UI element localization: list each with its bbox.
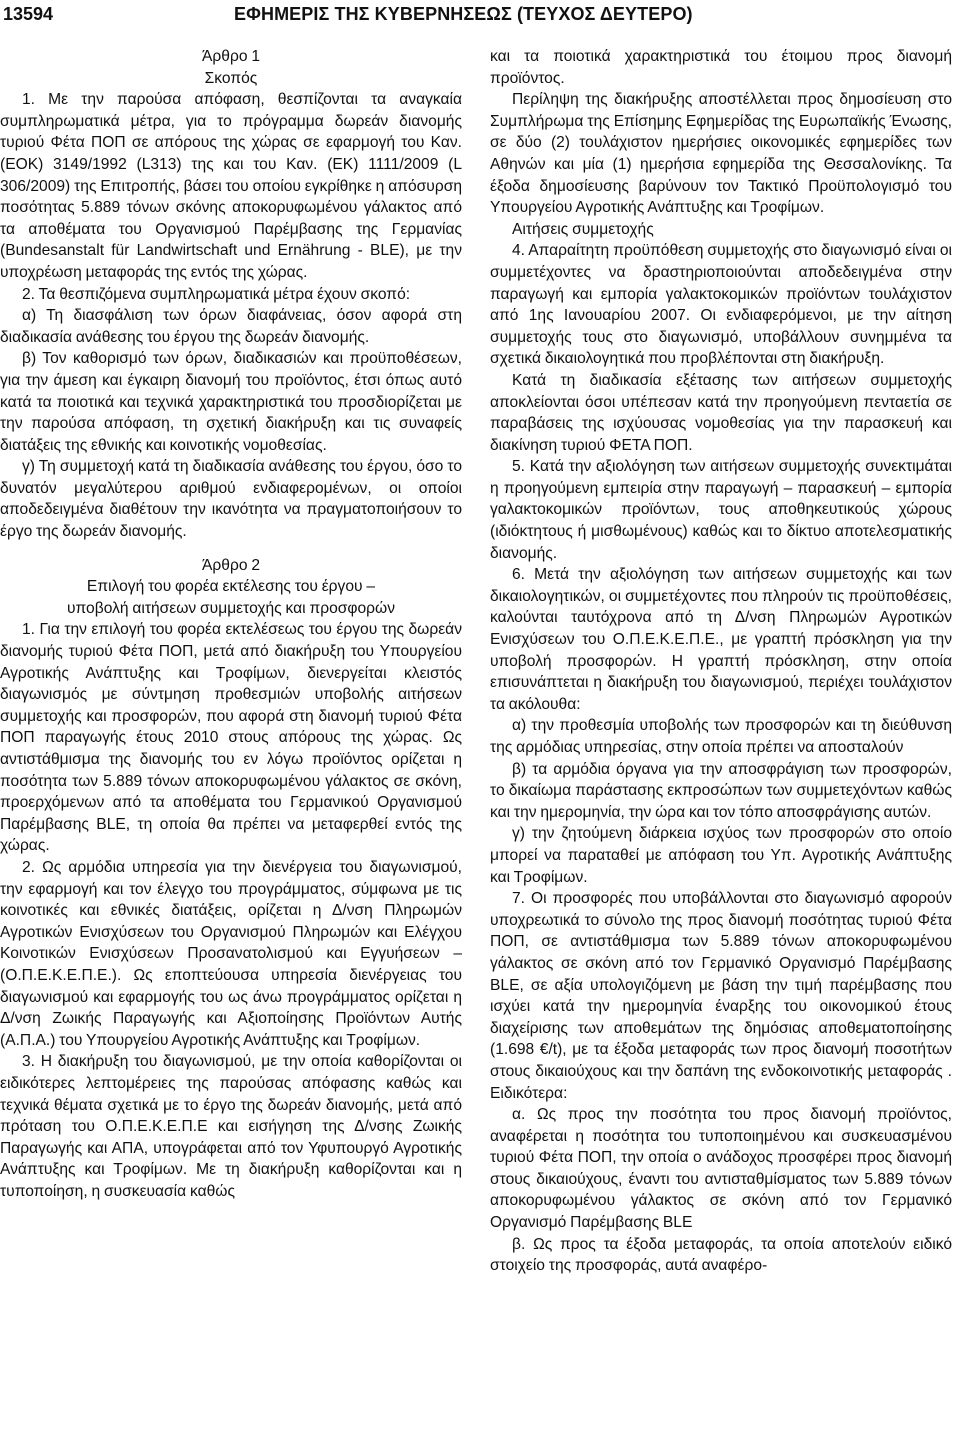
paragraph: γ) Τη συμμετοχή κατά τη διαδικασία ανάθεσης του έργου, όσο το δυνατόν μεγαλύτερου αριθμού ενδιαφερομένων, οι οποίοι αποδεδειγμένα διαθέτουν την ικανότητα να πραγματοποιήσουν το έργο της δωρεάν διανομής. bbox=[0, 458, 462, 541]
paragraph: Κατά τη διαδικασία εξέτασης των αιτήσεων συμμετοχής αποκλείονται όσοι υπέπεσαν κατά την προηγούμενη πενταετία σε παραβάσεις της ισχύουσας νομοθεσίας για την παρασκευή και διακίνηση τυριού ΦΕΤΑ ΠΟΠ. bbox=[490, 371, 952, 454]
paragraph: β) Τον καθορισμό των όρων, διαδικασιών και προϋποθέσεων, για την άμεση και έγκαιρη διανομή του προϊόντος, έτσι όπως αυτό κατά τα ποιοτικά και τεχνικά χαρακτηριστικά του προσδιορίζεται με την παρούσα απόφαση, τη σχετική διακήρυξη και τις συναφείς διατάξεις της εθνικής και κοινοτικής νομοθεσίας. bbox=[0, 350, 462, 454]
section-heading: Άρθρο 1 bbox=[202, 48, 260, 65]
section-heading: Άρθρο 2 bbox=[202, 556, 260, 574]
right-column bbox=[490, 46, 952, 1277]
paragraph: γ) την ζητούμενη διάρκεια ισχύος των προσφορών στο οποίο μπορεί να παραταθεί με απόφαση του Υπ. Αγροτικής Ανάπτυξης και Τροφίμων. bbox=[490, 825, 952, 886]
paragraph: 7. Οι προσφορές που υποβάλλονται στο διαγωνισμό αφορούν υποχρεωτικά το σύνολο της προς διανομή ποσότητας τυριού Φέτα ΠΟΠ, σε αντιστάθμισμα των 5.889 τόνων αποκορυφωμένου γάλακτος σε σκόνη από τον Γερμανικό Οργανισμό Παρέμβασης BLE, σε αξία υπολογιζόμενη με βάση την τιμή παρέμβασης που ισχύει κατά την ημερομηνία έναρξης του οικονομικού έτους διαχείρισης των αποθεμάτων της δημόσιας αποθεματοποίησης (1.698 €/t), με τα έξοδα μεταφοράς των προς διανομή ποσοτήτων στους δικαιούχους και την δαπάνη της ενδοκοινοτικής μεταφοράς . Ειδικότερα: bbox=[490, 890, 952, 1102]
section-heading: Επιλογή του φορέα εκτέλεσης του έργου – bbox=[86, 578, 376, 596]
page-header bbox=[0, 0, 960, 40]
paragraph: Περίληψη της διακήρυξης αποστέλλεται προς δημοσίευση στο Συμπλήρωμα της Επίσημης Εφημερίδας της Ευρωπαϊκής Ένωσης, σε δύο (2) τουλάχιστον ημερήσιες οικονομικές εφημερίδες των Αθηνών και μία (1) ημερήσια εφημερίδα της Θεσσαλονίκης. Τα έξοδα δημοσίευσης βαρύνουν τον Τακτικό Προϋπολογισμό του Υπουργείου Αγροτικής Ανάπτυξης και Τροφίμων. bbox=[490, 91, 952, 217]
paragraph: 2. Τα θεσπιζόμενα συμπληρωματικά μέτρα έχουν σκοπό: bbox=[22, 285, 411, 303]
paragraph: και τα ποιοτικά χαρακτηριστικά του έτοιμου προς διανομή προϊόντος. bbox=[490, 48, 952, 87]
section-heading: υποβολή αιτήσεων συμμετοχής και προσφορών bbox=[66, 599, 396, 617]
paragraph: 3. Η διακήρυξη του διαγωνισμού, με την οποία καθορίζονται οι ειδικότερες λεπτομέρειες της παρούσας απόφασης καθώς και τεχνικά θέματα σχετικά με το έργο της δωρεάν διανομής, μετά από πρόταση του Ο.Π.Ε.Κ.Ε.Π.Ε και εισήγηση της Δ/νσης Ζωικής Παραγωγής και ΑΠΑ, υπογράφεται από τον Υφυπουργό Αγροτικής Ανάπτυξης και Τροφίμων. Με τη διακήρυξη καθορίζονται και η τυποποίηση, η συσκευασία καθώς bbox=[0, 1053, 462, 1200]
paragraph: 1. Για την επιλογή του φορέα εκτελέσεως του έργου της δωρεάν διανομής τυριού Φέτα ΠΟΠ, μετά από διακήρυξη του Υπουργείου Αγροτικής Ανάπτυξης και Τροφίμων, διενεργείται κλειστός διαγωνισμός με σύντμηση προθεσμιών υποβολής αιτήσεων συμμετοχής και προσφορών, που αφορά στη διανομή τυριού Φέτα ΠΟΠ παραγωγής έτους 2010 στους απόρους της χώρας. Ως αντιστάθμισμα της διανομής του εν λόγω προϊόντος ορίζεται η ποσότητα των 5.889 τόνων αποκορυφωμένου γάλακτος σε σκόνη, προερχόμενων από τα αποθέματα του Γερμανικού Οργανισμού Παρέμβασης BLE, τη οποία θα πρέπει να μεταφερθεί εντός της χώρας. bbox=[0, 621, 462, 855]
page-number: 13594 bbox=[3, 4, 54, 24]
paragraph: β. Ως προς τα έξοδα μεταφοράς, τα οποία αποτελούν ειδικό στοιχείο της προσφοράς, αυτά αναφέρο- bbox=[490, 1235, 952, 1275]
paragraph: 4. Απαραίτητη προϋπόθεση συμμετοχής στο διαγωνισμό είναι οι συμμετέχοντες να δραστηριοποιούνται αποδεδειγμένα στην παραγωγή και εμπορία γαλακτοκομικών προϊόντων τουλάχιστον από 1ης Ιανουαρίου 2007. Οι ενδιαφερόμενοι, με την αίτηση συμμετοχής τους στο διαγωνισμό, υποβάλλουν συνημμένα τα σχετικά δικαιολογητικά που προβλέπονται στη διακήρυξη. bbox=[490, 242, 952, 368]
paragraph: 1. Με την παρούσα απόφαση, θεσπίζονται τα αναγκαία συμπληρωματικά μέτρα, για το πρόγραμμα δωρεάν διανομής τυριού Φέτα ΠΟΠ σε απόρους της χώρας σε εφαρμογή του Καν. (ΕΟΚ) 3149/1992 (L313) της και του Καν. (ΕΚ) 1111/2009 (L 306/2009) της Επιτροπής, βάσει του οποίου εγκρίθηκε η απόσυρση ποσότητας 5.889 τόνων σκόνης αποκορυφωμένου γάλακτος από τα αποθέματα του Οργανισμού Παρέμβασης της Γερμανίας (Bundesanstalt für Landwirtschaft und Ernährung - BLE), με την υποχρέωση μεταφοράς της εντός της χώρας. bbox=[0, 91, 462, 281]
section-heading: Σκοπός bbox=[204, 69, 258, 87]
paragraph: α. Ως προς την ποσότητα του προς διανομή προϊόντος, αναφέρεται η ποσότητα του τυποποιημένου και συσκευασμένου τυριού Φέτα ΠΟΠ, την οποία ο ανάδοχος προσφέρει προς διανομή στους δικαιούχους, έναντι του αντισταθμίσματος των 5.889 τόνων αποκορυφωμένου γάλακτος σε σκόνη από τον Γερμανικό Οργανισμό Παρέμβασης BLE bbox=[490, 1106, 952, 1232]
paragraph: Αιτήσεις συμμετοχής bbox=[512, 220, 654, 238]
paragraph: 6. Μετά την αξιολόγηση των αιτήσεων συμμετοχής και των δικαιολογητικών, οι συμμετέχοντες που πληρούν τις προϋποθέσεις, καλούνται ταυτόχρονα από τη Δ/νση Πληρωμών Αγροτικών Ενισχύσεων του Ο.Π.Ε.Κ.Ε.Π.Ε., με γραπτή πρόσκληση για την υποβολή προσφορών. Η γραπτή πρόσκληση, στην οποία επισυνάπτεται η διακήρυξη του διαγωνισμού, περιέχει τουλάχιστον τα ακόλουθα: bbox=[490, 566, 952, 713]
paragraph: 2. Ως αρμόδια υπηρεσία για την διενέργεια του διαγωνισμού, την εφαρμογή και τον έλεγχο του προγράμματος, σύμφωνα με τις κοινοτικές και εθνικές διατάξεις, ορίζεται η Δ/νση Πληρωμών Αγροτικών Ενισχύσεων του Οργανισμού Πληρωμών και Ελέγχου Κοινοτικών Ενισχύσεων Προσανατολισμού και Εγγυήσεων – (Ο.Π.Ε.Κ.Ε.Π.Ε.). Ως εποπτεύουσα υπηρεσία διενέργειας του διαγωνισμού και εφαρμογής του ως άνω προγράμματος ορίζεται η Δ/νση Ζωικής Παραγωγής και Αξιοποίησης Προϊόντων Αυτής (Α.Π.Α.) του Υπουργείου Αγροτικής Ανάπτυξης και Τροφίμων. bbox=[0, 858, 462, 1049]
left-column bbox=[0, 46, 462, 1202]
paragraph: 5. Κατά την αξιολόγηση των αιτήσεων συμμετοχής συνεκτιμάται η προηγούμενη εμπειρία στην παραγωγή – παρασκευή – εμπορία γαλακτοκομικών προϊόντων, τους αποθηκευτικούς χώρους (ιδιόκτητους ή μισθωμένους) καθώς και το δίκτυο αποτελεσματικής διανομής. bbox=[490, 458, 952, 562]
gazette-title: ΕΦΗΜΕΡΙΣ ΤΗΣ ΚΥΒΕΡΝΗΣΕΩΣ (ΤΕΥΧΟΣ ΔΕΥΤΕΡΟ) bbox=[234, 4, 693, 24]
paragraph: α) Τη διασφάλιση των όρων διαφάνειας, όσον αφορά στη διαδικασία ανάθεσης του έργου της δωρεάν διανομής. bbox=[0, 307, 462, 346]
paragraph: α) την προθεσμία υποβολής των προσφορών και τη διεύθυνση της αρμόδιας υπηρεσίας, στην οποία πρέπει να αποσταλούν bbox=[490, 717, 952, 756]
paragraph: β) τα αρμόδια όργανα για την αποσφράγιση των προσφορών, το δικαίωμα παράστασης εκπροσώπων των συμμετεχόντων καθώς και την ημερομηνία, την ώρα και τον τόπο αποσφράγισης αυτών. bbox=[490, 760, 952, 821]
